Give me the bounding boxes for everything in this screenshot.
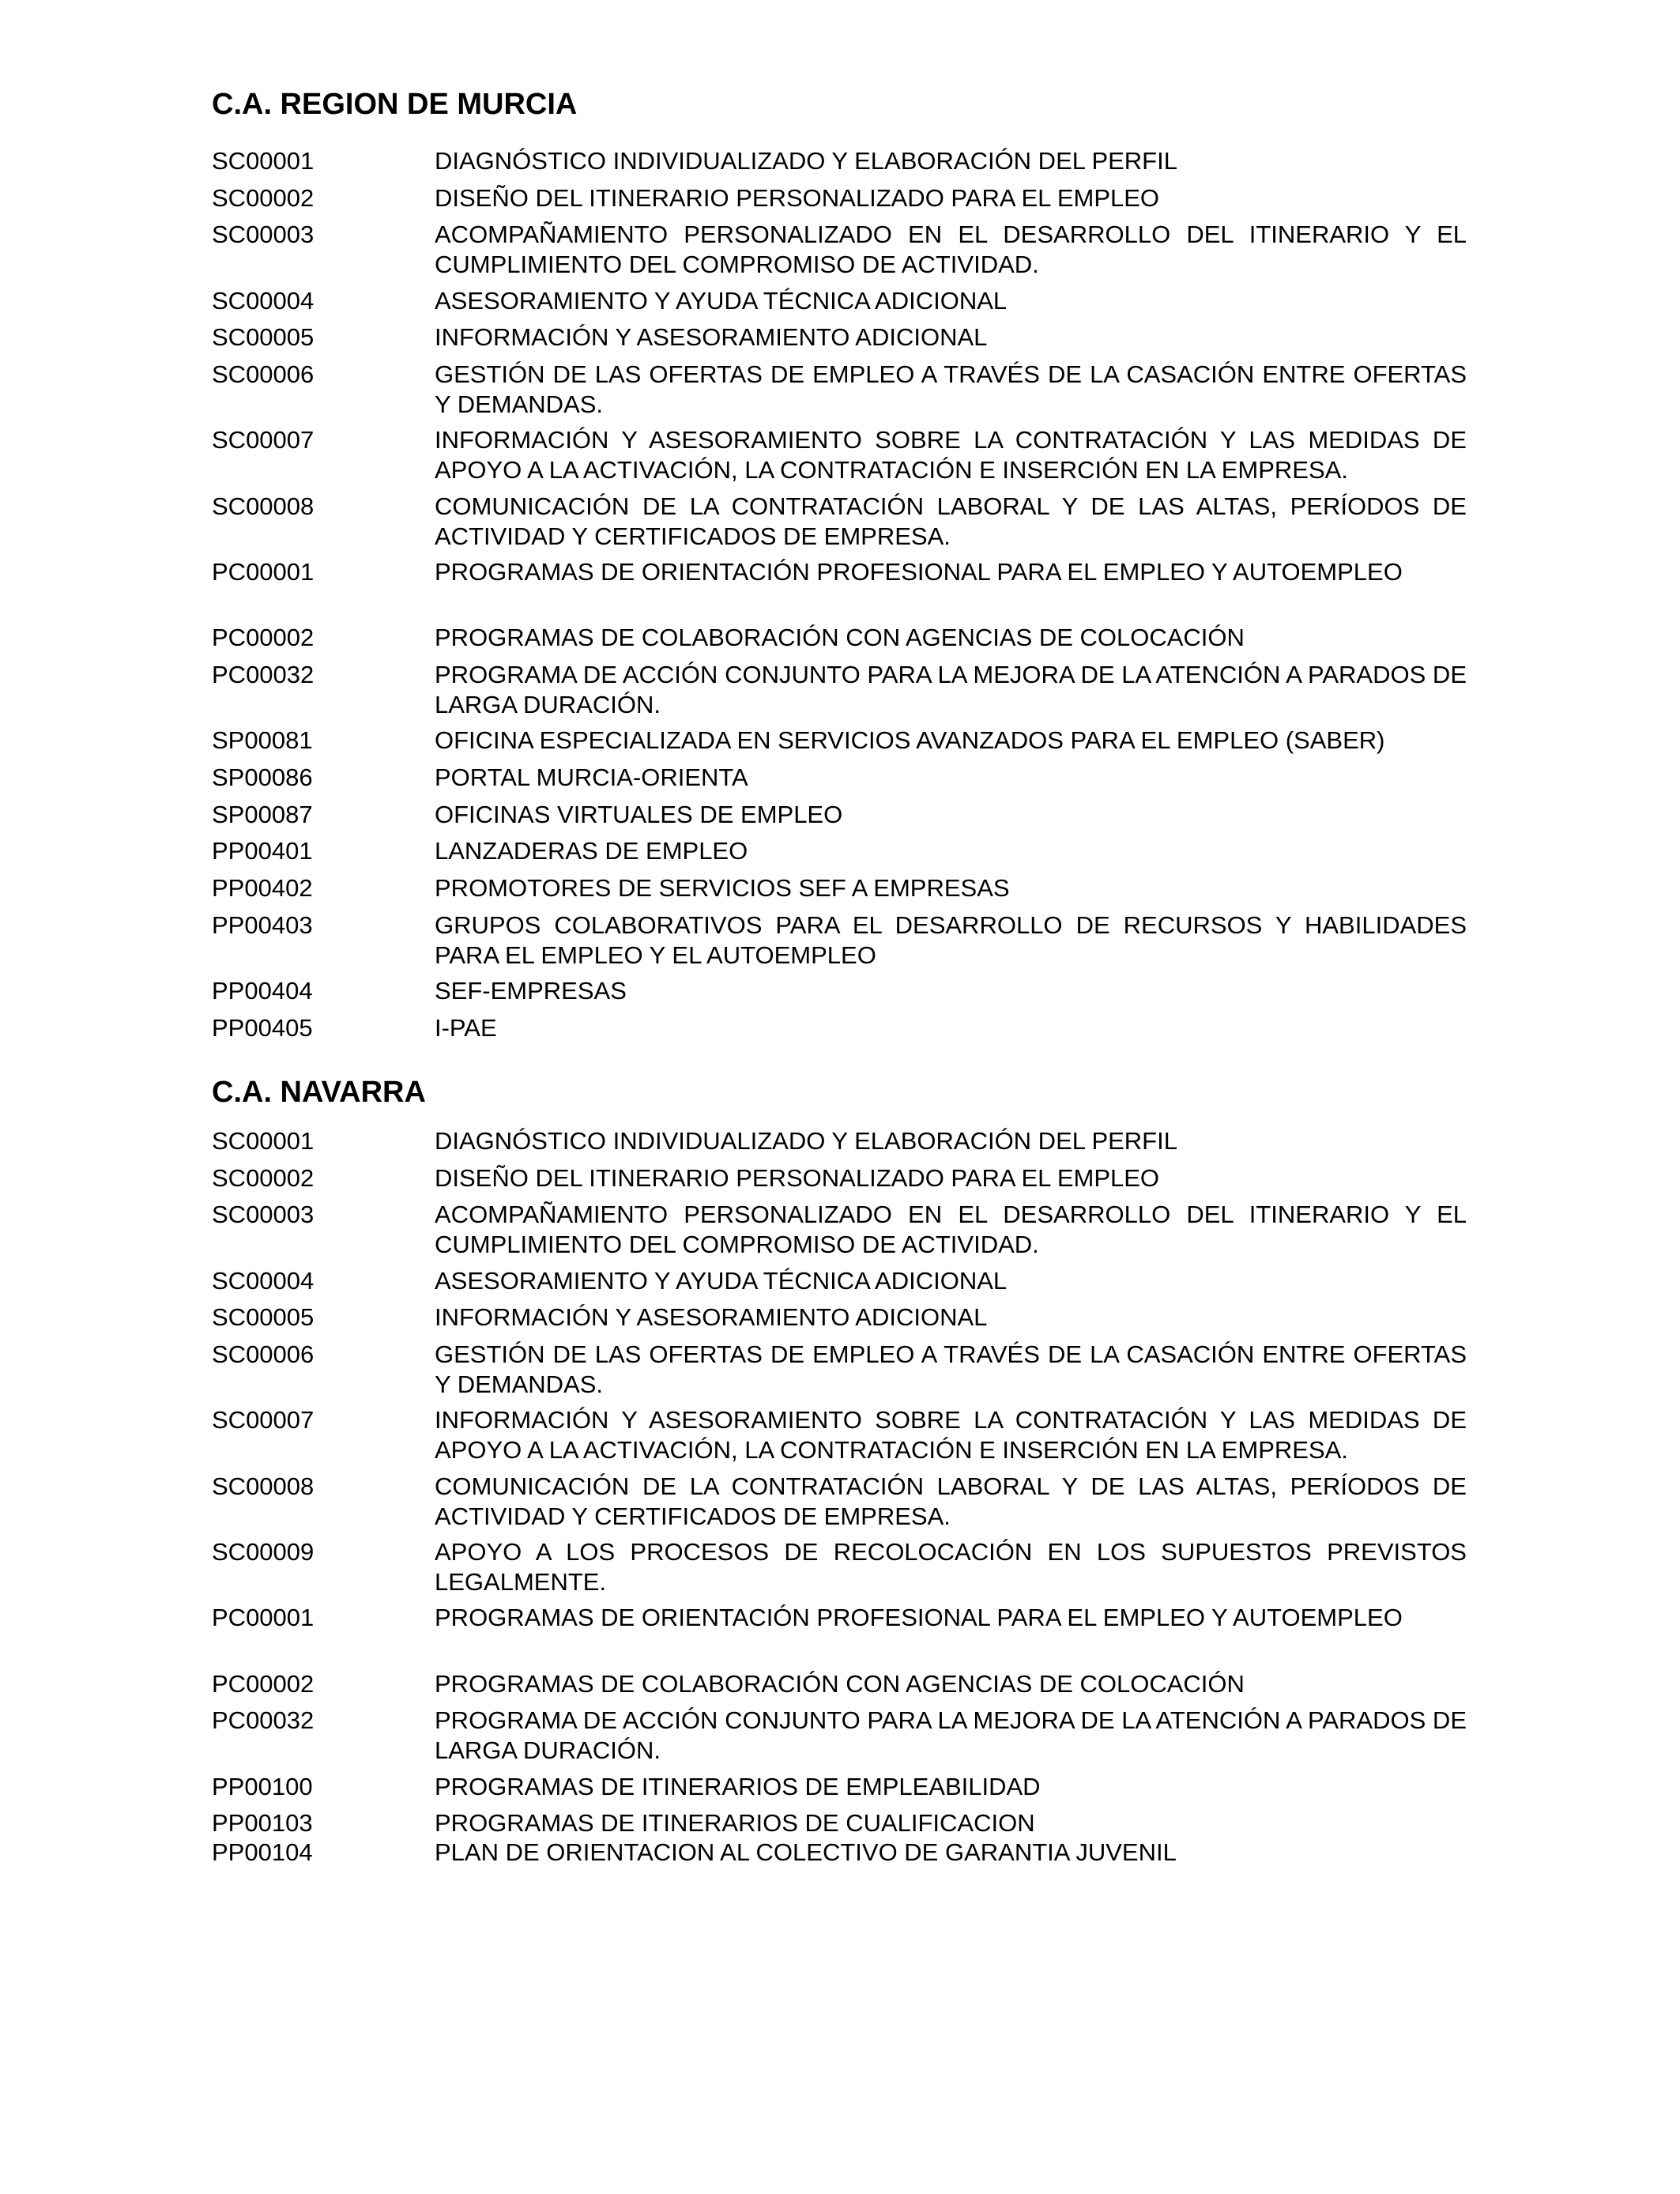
entry-description: ACOMPAÑAMIENTO PERSONALIZADO EN EL DESARROLLO DEL ITINERARIO Y EL CUMPLIMIENTO DEL COMPROMISO DE ACTIVIDAD. bbox=[435, 1201, 1467, 1258]
entry-code: SP00081 bbox=[212, 726, 313, 754]
entry-code: PP00404 bbox=[212, 977, 313, 1005]
entry-code: SC00008 bbox=[212, 492, 315, 520]
entry-code: SC00006 bbox=[212, 360, 315, 388]
entry-description: I-PAE bbox=[435, 1014, 497, 1042]
entry-code: SC00003 bbox=[212, 221, 315, 248]
entry-code: PC00002 bbox=[212, 1670, 315, 1698]
entry-description: PROGRAMA DE ACCIÓN CONJUNTO PARA LA MEJORA DE LA ATENCIÓN A PARADOS DE LARGA DURACIÓN. bbox=[435, 1706, 1467, 1764]
entry-description: DISEÑO DEL ITINERARIO PERSONALIZADO PARA EL EMPLEO bbox=[435, 1164, 1160, 1192]
entry-code: PP00402 bbox=[212, 874, 313, 902]
entry-code: PP00100 bbox=[212, 1773, 313, 1800]
entry-description: ASESORAMIENTO Y AYUDA TÉCNICA ADICIONAL bbox=[435, 1267, 1008, 1295]
entry-code: PC00002 bbox=[212, 624, 315, 651]
entry-code: SC00004 bbox=[212, 1267, 315, 1295]
entry-code: SC00005 bbox=[212, 323, 315, 351]
section-title-murcia: C.A. REGION DE MURCIA bbox=[212, 88, 578, 121]
entry-description: PORTAL MURCIA-ORIENTA bbox=[435, 763, 748, 791]
entry-code: SC00006 bbox=[212, 1340, 315, 1368]
entry-description: PROGRAMAS DE ORIENTACIÓN PROFESIONAL PARA EL EMPLEO Y AUTOEMPLEO bbox=[435, 1604, 1403, 1631]
entry-description: ASESORAMIENTO Y AYUDA TÉCNICA ADICIONAL bbox=[435, 287, 1008, 315]
entry-description: DISEÑO DEL ITINERARIO PERSONALIZADO PARA EL EMPLEO bbox=[435, 184, 1160, 212]
entry-description: ACOMPAÑAMIENTO PERSONALIZADO EN EL DESARROLLO DEL ITINERARIO Y EL CUMPLIMIENTO DEL COMPROMISO DE ACTIVIDAD. bbox=[435, 221, 1467, 278]
entry-code: SP00087 bbox=[212, 801, 313, 828]
entry-description: COMUNICACIÓN DE LA CONTRATACIÓN LABORAL Y DE LAS ALTAS, PERÍODOS DE ACTIVIDAD Y CERTIFICADOS DE EMPRESA. bbox=[435, 1472, 1467, 1530]
entry-code: SC00007 bbox=[212, 1406, 315, 1434]
entry-description: INFORMACIÓN Y ASESORAMIENTO SOBRE LA CONTRATACIÓN Y LAS MEDIDAS DE APOYO A LA ACTIVACIÓN, LA CONTRATACIÓN E INSERCIÓN EN LA EMPRESA. bbox=[435, 426, 1467, 484]
entry-code: SC00007 bbox=[212, 426, 315, 454]
entry-description: PROGRAMA DE ACCIÓN CONJUNTO PARA LA MEJORA DE LA ATENCIÓN A PARADOS DE LARGA DURACIÓN. bbox=[435, 661, 1467, 718]
entry-code: SC00002 bbox=[212, 184, 315, 212]
entry-code: SC00005 bbox=[212, 1303, 315, 1331]
entry-description: SEF-EMPRESAS bbox=[435, 977, 627, 1005]
entry-code: SC00001 bbox=[212, 147, 315, 175]
entry-description: LANZADERAS DE EMPLEO bbox=[435, 837, 748, 865]
entry-description: DIAGNÓSTICO INDIVIDUALIZADO Y ELABORACIÓN DEL PERFIL bbox=[435, 147, 1177, 175]
entry-code: SC00009 bbox=[212, 1538, 315, 1566]
entry-code: PC00032 bbox=[212, 1706, 315, 1734]
entry-code: PP00403 bbox=[212, 911, 313, 939]
entry-description: OFICINA ESPECIALIZADA EN SERVICIOS AVANZADOS PARA EL EMPLEO (SABER) bbox=[435, 726, 1385, 754]
entry-description: OFICINAS VIRTUALES DE EMPLEO bbox=[435, 801, 843, 828]
entry-code: PP00405 bbox=[212, 1014, 313, 1042]
entry-code: SC00002 bbox=[212, 1164, 315, 1192]
entry-code: PP00103 bbox=[212, 1809, 313, 1837]
entry-description: PROMOTORES DE SERVICIOS SEF A EMPRESAS bbox=[435, 874, 1010, 902]
entry-description: PROGRAMAS DE COLABORACIÓN CON AGENCIAS DE COLOCACIÓN bbox=[435, 1670, 1245, 1698]
entry-code: SC00001 bbox=[212, 1127, 315, 1155]
entry-description: DIAGNÓSTICO INDIVIDUALIZADO Y ELABORACIÓN DEL PERFIL bbox=[435, 1127, 1177, 1155]
section-title-navarra: C.A. NAVARRA bbox=[212, 1076, 426, 1109]
entry-description: PROGRAMAS DE ORIENTACIÓN PROFESIONAL PARA EL EMPLEO Y AUTOEMPLEO bbox=[435, 558, 1403, 586]
entry-description: APOYO A LOS PROCESOS DE RECOLOCACIÓN EN LOS SUPUESTOS PREVISTOS LEGALMENTE. bbox=[435, 1538, 1467, 1596]
entry-description: GRUPOS COLABORATIVOS PARA EL DESARROLLO DE RECURSOS Y HABILIDADES PARA EL EMPLEO Y EL AUTOEMPLEO bbox=[435, 911, 1467, 969]
entry-code: PP00104 bbox=[212, 1838, 313, 1866]
entry-code: SP00086 bbox=[212, 763, 313, 791]
entry-code: SC00008 bbox=[212, 1472, 315, 1500]
entry-description: PLAN DE ORIENTACION AL COLECTIVO DE GARANTIA JUVENIL bbox=[435, 1838, 1177, 1866]
entry-description: GESTIÓN DE LAS OFERTAS DE EMPLEO A TRAVÉS DE LA CASACIÓN ENTRE OFERTAS Y DEMANDAS. bbox=[435, 1340, 1467, 1398]
entry-description: INFORMACIÓN Y ASESORAMIENTO ADICIONAL bbox=[435, 323, 988, 351]
entry-description: PROGRAMAS DE ITINERARIOS DE CUALIFICACION bbox=[435, 1809, 1035, 1837]
entry-code: PC00032 bbox=[212, 661, 315, 688]
entry-code: PC00001 bbox=[212, 558, 315, 586]
entry-code: PC00001 bbox=[212, 1604, 315, 1631]
entry-description: COMUNICACIÓN DE LA CONTRATACIÓN LABORAL Y DE LAS ALTAS, PERÍODOS DE ACTIVIDAD Y CERTIFICADOS DE EMPRESA. bbox=[435, 492, 1467, 550]
entry-description: GESTIÓN DE LAS OFERTAS DE EMPLEO A TRAVÉS DE LA CASACIÓN ENTRE OFERTAS Y DEMANDAS. bbox=[435, 360, 1467, 418]
entry-description: INFORMACIÓN Y ASESORAMIENTO ADICIONAL bbox=[435, 1303, 988, 1331]
entry-description: PROGRAMAS DE ITINERARIOS DE EMPLEABILIDAD bbox=[435, 1773, 1041, 1800]
entry-description: INFORMACIÓN Y ASESORAMIENTO SOBRE LA CONTRATACIÓN Y LAS MEDIDAS DE APOYO A LA ACTIVACIÓN, LA CONTRATACIÓN E INSERCIÓN EN LA EMPRESA. bbox=[435, 1406, 1467, 1464]
entry-code: SC00003 bbox=[212, 1201, 315, 1228]
entry-code: SC00004 bbox=[212, 287, 315, 315]
entry-code: PP00401 bbox=[212, 837, 313, 865]
entry-description: PROGRAMAS DE COLABORACIÓN CON AGENCIAS DE COLOCACIÓN bbox=[435, 624, 1245, 651]
